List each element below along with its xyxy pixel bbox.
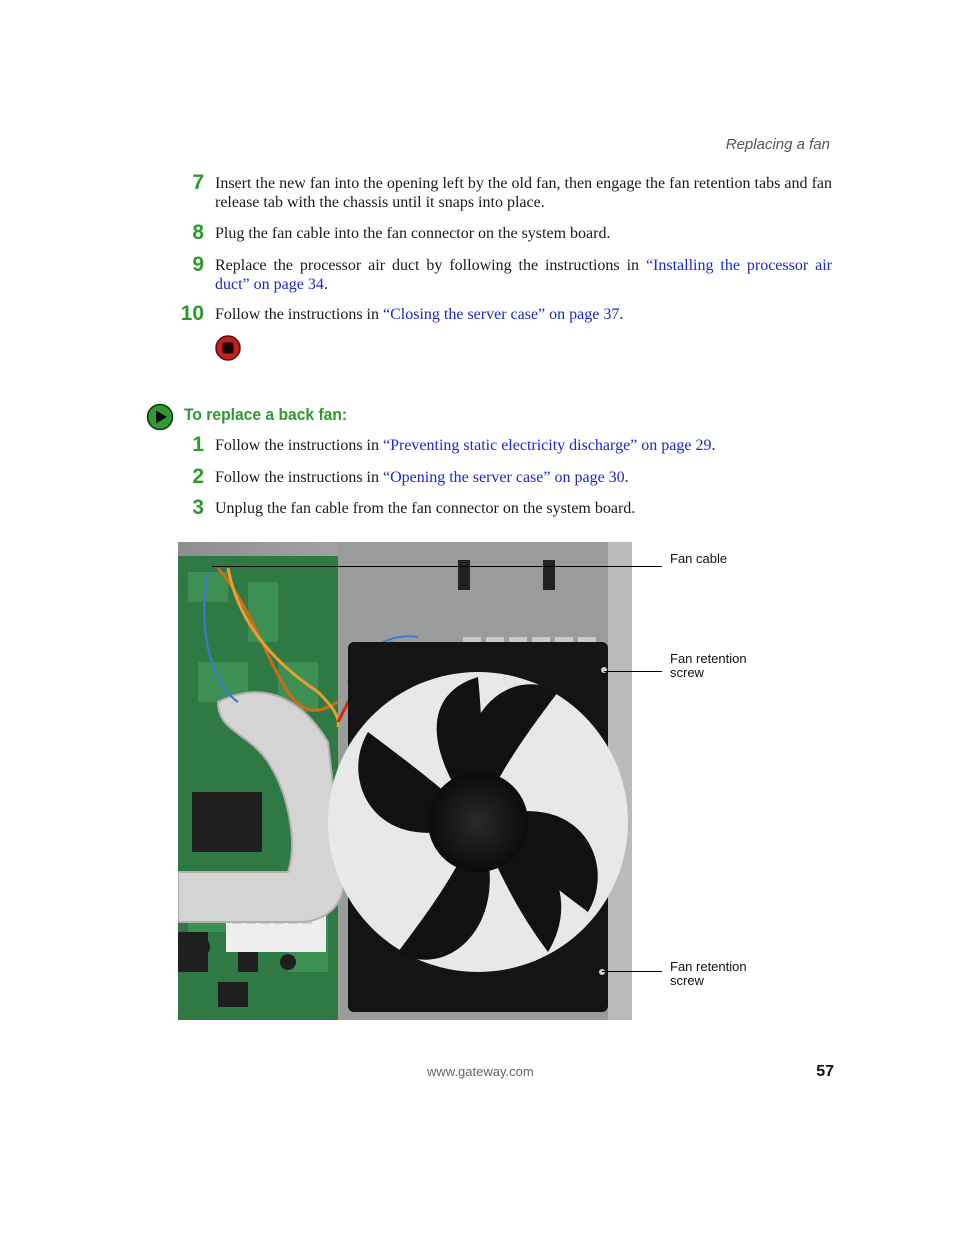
callout-retention-screw-bottom: Fan retention screw (670, 959, 747, 988)
callout-line-retention-screw-bottom (602, 971, 662, 972)
step-text: Replace the processor air duct by following the instructions in “Installing the processor air duct” on page 34. (215, 257, 832, 293)
cross-reference-link[interactable]: “Installing the processor air duct” on page 34 (215, 257, 832, 293)
cross-reference-link[interactable]: “Closing the server case” on page 37 (383, 306, 620, 323)
step-text: Insert the new fan into the opening left by the old fan, then engage the fan retention tabs and fan release tab with the chassis until it snaps into place. (215, 175, 832, 211)
play-icon (146, 403, 174, 431)
callout-line-fan-cable (212, 566, 662, 567)
step-text: Follow the instructions in “Opening the server case” on page 30. (215, 469, 629, 486)
page-number: 57 (816, 1063, 834, 1080)
step-number: 8 (192, 221, 204, 244)
cross-reference-link[interactable]: “Opening the server case” on page 30 (383, 469, 625, 486)
step-number: 9 (192, 253, 204, 276)
step-number: 7 (192, 171, 204, 194)
callout-fan-cable: Fan cable (670, 551, 728, 566)
footer-url[interactable]: www.gateway.com (427, 1064, 534, 1079)
callout-retention-screw-top: Fan retention screw (670, 651, 747, 680)
callout-line-retention-screw-top (604, 671, 662, 672)
step-number: 2 (192, 465, 204, 488)
step-text: Plug the fan cable into the fan connector on the system board. (215, 225, 611, 242)
procedure-title: To replace a back fan: (184, 405, 348, 424)
step-text: Unplug the fan cable from the fan connector on the system board. (215, 500, 636, 517)
running-header: Replacing a fan (725, 136, 830, 153)
step-number: 1 (192, 433, 204, 456)
stop-icon (215, 335, 241, 361)
step-text: Follow the instructions in “Closing the server case” on page 37. (215, 306, 624, 323)
step-text: Follow the instructions in “Preventing static electricity discharge” on page 29. (215, 437, 716, 454)
step-number: 3 (192, 496, 204, 519)
step-number: 10 (180, 302, 204, 325)
cross-reference-link[interactable]: “Preventing static electricity discharge” on page 29 (383, 437, 712, 454)
server-fan-photo (178, 542, 632, 1020)
